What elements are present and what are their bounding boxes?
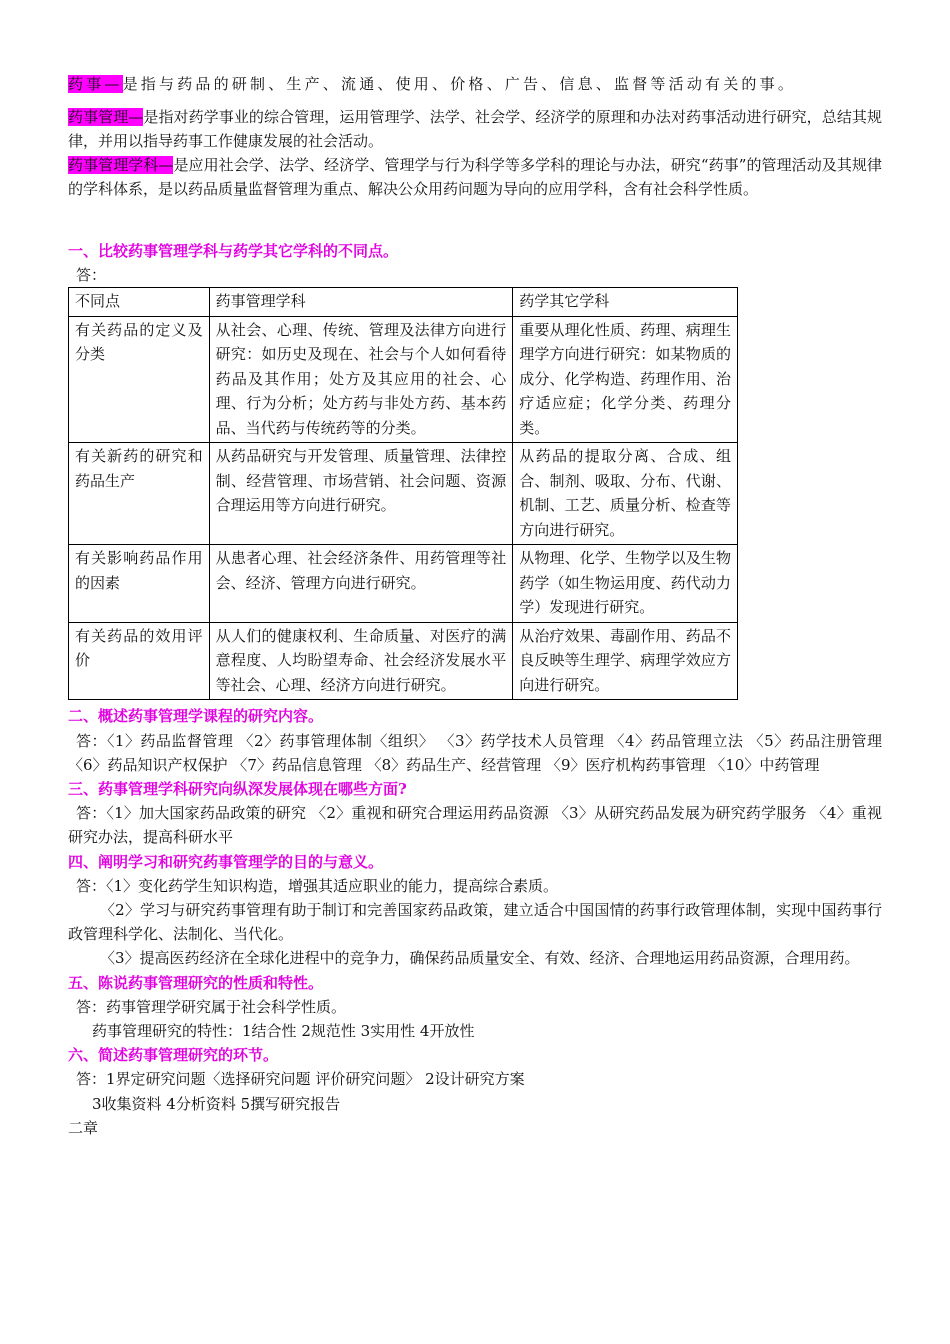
question-2-heading: 二、概述药事管理学课程的研究内容。 (68, 707, 324, 726)
definitions (68, 72, 882, 201)
table-header-cell: 不同点 (69, 288, 210, 317)
table-cell: 重要从理化性质、药理、病理生理学方向进行研究：如某物质的成分、化学构造、药理作用、治疗适应症；化学分类、药理分类。 (513, 316, 738, 443)
table-header-row (69, 288, 738, 317)
question-2-answer: 答：〈1〉药品监督管理 〈2〉药事管理体制〈组织〉 〈3〉药学技术人员管理 〈4〉药品管理立法 〈5〉药品注册管理 〈6〉药品知识产权保护 〈7〉药品信息管理 〈8〉药品生产、经营管理 〈9〉医疗机构药事管理 〈10〉中药管理 (68, 731, 882, 774)
table-cell: 有关影响药品作用的因素 (69, 545, 210, 623)
definition-yaoshi (68, 72, 882, 96)
question-5-answer-1: 答：药事管理学研究属于社会科学性质。 (76, 997, 347, 1016)
table-cell: 从社会、心理、传统、管理及法律方向进行研究：如历史及现在、社会与个人如何看待药品及其作用；处方及其应用的社会、心理、行为分析；处方药与非处方药、基本药品、当代药与传统药等的分类。 (209, 316, 513, 443)
table-cell: 有关药品的定义及分类 (69, 316, 210, 443)
table-cell: 从人们的健康权利、生命质量、对医疗的满意程度、人均盼望寿命、社会经济发展水平等社会、心理、经济方向进行研究。 (209, 622, 513, 700)
table-cell: 有关药品的效用评价 (69, 622, 210, 700)
definition-text: 是应用社会学、法学、经济学、管理学与行为科学等多学科的理论与办法，研究“药事”的管理活动及其规律的学科体系，是以药品质量监督管理为重点、解决公众用药问题为导向的应用学科，含有社会科学性质。 (68, 156, 882, 198)
table-header-cell: 药事管理学科 (209, 288, 513, 317)
question-4-answer-1: 答：〈1〉变化药学生知识构造，增强其适应职业的能力，提高综合素质。 (76, 876, 559, 895)
definition-term-highlight: 药事— (68, 75, 123, 93)
question-4-answer-2: 〈2〉学习与研究药事管理有助于制订和完善国家药品政策，建立适合中国国情的药事行政管理体制，实现中国药事行政管理科学化、法制化、当代化。 (68, 901, 882, 944)
table-cell: 有关新药的研究和药品生产 (69, 443, 210, 545)
question-6-answer-2: 3收集资料 4分析资料 5撰写研究报告 (92, 1094, 341, 1113)
question-6-heading: 六、简述药事管理研究的环节。 (68, 1046, 279, 1065)
table-row (69, 443, 738, 545)
comparison-table (68, 287, 738, 700)
definition-term-highlight: 药事管理— (68, 108, 144, 126)
question-6-answer-1: 答：1界定研究问题〈选择研究问题 评价研究问题〉 2设计研究方案 (76, 1070, 525, 1089)
table-header-cell: 药学其它学科 (513, 288, 738, 317)
question-1-heading: 一、比较药事管理学科与药学其它学科的不同点。 (68, 242, 399, 260)
question-1-answer-label: 答： (76, 266, 107, 285)
question-5-heading: 五、陈说药事管理研究的性质和特性。 (68, 973, 324, 992)
question-4-answer-3: 〈3〉提高医药经济在全球化进程中的竞争力，确保药品质量安全、有效、经济、合理地运用药品资源，合理用药。 (100, 949, 860, 968)
table-cell: 从药品的提取分离、合成、组合、制剂、吸取、分布、代谢、机制、工艺、质量分析、检查等方向进行研究。 (513, 443, 738, 545)
table-cell: 从患者心理、社会经济条件、用药管理等社会、经济、管理方向进行研究。 (209, 545, 513, 623)
table-cell: 从物理、化学、生物学以及生物药学（如生物运用度、药代动力学）发现进行研究。 (513, 545, 738, 623)
question-3-heading: 三、药事管理学科研究向纵深发展体现在哪些方面? (68, 780, 407, 799)
question-4-heading: 四、阐明学习和研究药事管理学的目的与意义。 (68, 852, 384, 871)
table-cell: 从药品研究与开发管理、质量管理、法律控制、经营管理、市场营销、社会问题、资源合理运用等方向进行研究。 (209, 443, 513, 545)
question-5-answer-2: 药事管理研究的特性：1结合性 2规范性 3实用性 4开放性 (92, 1022, 475, 1041)
definition-yaoshi-guanli-xueke (68, 153, 882, 201)
definition-text: 是指对药学事业的综合管理，运用管理学、法学、社会学、经济学的原理和办法对药事活动进行研究，总结其规律，并用以指导药事工作健康发展的社会活动。 (68, 108, 882, 150)
question-3-answer: 答：〈1〉加大国家药品政策的研究 〈2〉重视和研究合理运用药品资源 〈3〉从研究药品发展为研究药学服务 〈4〉重视研究办法，提高科研水平 (68, 804, 882, 847)
table-row (69, 622, 738, 700)
questions-section (68, 239, 882, 1140)
definition-yaoshi-guanli (68, 105, 882, 153)
definition-term-highlight: 药事管理学科— (68, 156, 174, 174)
table-row (69, 316, 738, 443)
definition-text: 是指与药品的研制、生产、流通、使用、价格、广告、信息、监督等活动有关的事。 (122, 75, 797, 93)
table-cell: 从治疗效果、毒副作用、药品不良反映等生理学、病理学效应方向进行研究。 (513, 622, 738, 700)
table-row (69, 545, 738, 623)
chapter-label: 二章 (68, 1118, 99, 1137)
